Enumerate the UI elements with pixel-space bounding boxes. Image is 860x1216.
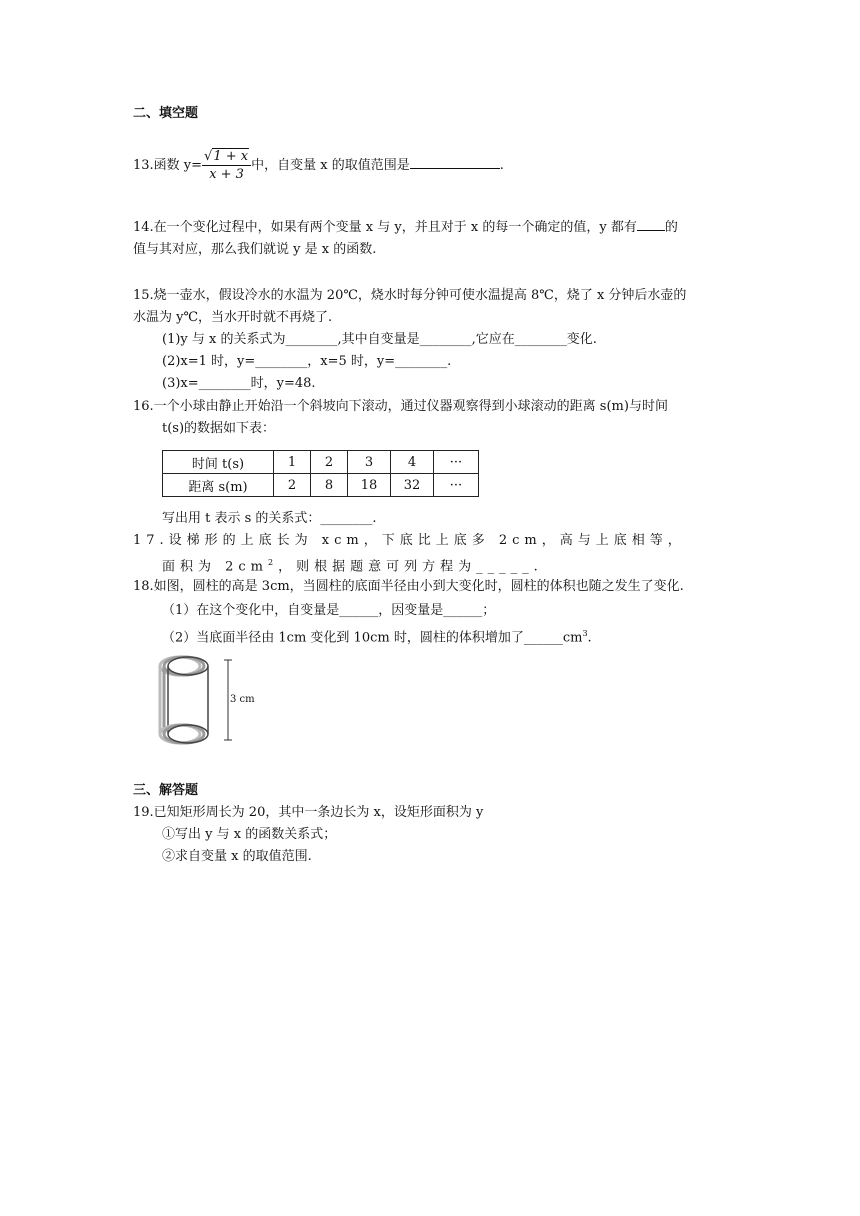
table-cell: 距离 s(m) bbox=[163, 474, 274, 497]
q17-text-b: ，则根据题意可列方程为_____. bbox=[278, 559, 543, 575]
question-16-ask: 写出用 t 表示 s 的关系式：________. bbox=[162, 511, 377, 526]
question-13 bbox=[133, 146, 504, 186]
q14-blank[interactable] bbox=[637, 230, 665, 231]
section-heading-fill-in: 二、填空题 bbox=[133, 106, 199, 121]
question-18-sub1: （1）在这个变化中，自变量是______，因变量是______； bbox=[162, 603, 496, 618]
table-cell: 32 bbox=[391, 474, 434, 497]
cylinder-height-label: 3 cm bbox=[230, 691, 255, 709]
question-19-sub2: ②求自变量 x 的取值范围. bbox=[162, 849, 312, 864]
question-15-line1: 15.烧一壶水，假设冷水的水温为 20℃，烧水时每分钟可使水温提高 8℃，烧了 x 分钟后水壶的 bbox=[133, 288, 687, 303]
q13-blank[interactable] bbox=[410, 168, 500, 169]
q13-prefix: 13.函数 y= bbox=[133, 158, 203, 173]
table-row bbox=[163, 451, 479, 474]
table-cell: ··· bbox=[434, 451, 479, 474]
question-18-line1: 18.如图，圆柱的高是 3cm，当圆柱的底面半径由小到大变化时，圆柱的体积也随之发生了变化. bbox=[133, 579, 684, 594]
question-15-sub1: (1)y 与 x 的关系式为________,其中自变量是________,它应在________变化. bbox=[162, 332, 597, 347]
question-18-sub2 bbox=[162, 625, 592, 647]
table-cell: 18 bbox=[348, 474, 391, 497]
time-distance-table bbox=[162, 450, 479, 497]
question-17-line2 bbox=[162, 554, 543, 576]
question-15-sub2: (2)x=1 时，y=________，x=5 时，y=________. bbox=[162, 354, 452, 369]
q13-denominator: x + 3 bbox=[209, 166, 244, 182]
table-cell: 1 bbox=[274, 451, 311, 474]
q13-end: . bbox=[499, 158, 504, 173]
section-heading-solve: 三、解答题 bbox=[133, 783, 199, 798]
table-cell: 时间 t(s) bbox=[163, 451, 274, 474]
question-14-line1 bbox=[133, 219, 678, 237]
table-cell: 8 bbox=[311, 474, 348, 497]
q18-sub2-sup: 3 bbox=[582, 629, 588, 638]
question-16-line1: 16.一个小球由静止开始沿一个斜坡向下滚动，通过仪器观察得到小球滚动的距离 s(m)与时间 bbox=[133, 399, 668, 414]
cylinder-figure bbox=[148, 652, 268, 752]
table-cell: 2 bbox=[274, 474, 311, 497]
table-cell: 4 bbox=[391, 451, 434, 474]
question-17-line1: 17.设梯形的上底长为 xcm，下底比上底多 2cm，高与上底相等， bbox=[133, 533, 686, 548]
q13-numerator: √1 + x bbox=[202, 148, 251, 166]
q18-sub2-end: . bbox=[587, 630, 592, 646]
q14-end: 的 bbox=[664, 220, 678, 235]
table-cell: 3 bbox=[348, 451, 391, 474]
q17-text-a: 面积为 2cm bbox=[162, 559, 269, 575]
q13-fraction bbox=[202, 148, 251, 184]
table-cell: 2 bbox=[311, 451, 348, 474]
table-cell: ··· bbox=[434, 474, 479, 497]
q14-text: 14.在一个变化过程中，如果有两个变量 x 与 y，并且对于 x 的每一个确定的值，y 都有 bbox=[133, 220, 637, 235]
question-15-sub3: (3)x=________时，y=48. bbox=[162, 376, 316, 391]
question-15-line2: 水温为 y℃，当水开时就不再烧了. bbox=[133, 310, 333, 325]
q13-suffix: 中，自变量 x 的取值范围是 bbox=[251, 158, 410, 173]
question-14-line2: 值与其对应，那么我们就说 y 是 x 的函数. bbox=[133, 242, 377, 257]
q18-sub2-text: （2）当底面半径由 1cm 变化到 10cm 时，圆柱的体积增加了______cm bbox=[162, 630, 583, 646]
table-row bbox=[163, 474, 479, 497]
q17-sup: 2 bbox=[268, 558, 279, 567]
question-16-line2: t(s)的数据如下表： bbox=[162, 421, 276, 436]
question-19-line1: 19.已知矩形周长为 20，其中一条边长为 x，设矩形面积为 y bbox=[133, 805, 484, 820]
question-19-sub1: ①写出 y 与 x 的函数关系式； bbox=[162, 827, 337, 842]
